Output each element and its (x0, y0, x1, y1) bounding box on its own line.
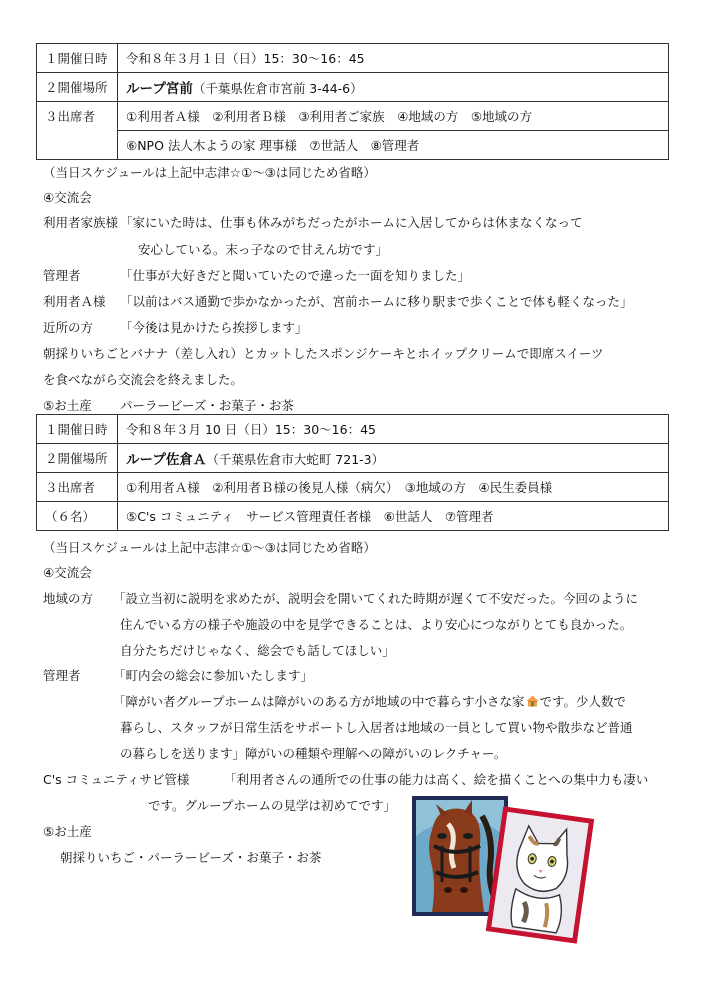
meeting2-attendees-count: （６名） (37, 502, 118, 531)
meeting1-place-value (118, 73, 669, 102)
meeting2-quote-cs-2: です。グループホームの見学は初めてです」 (148, 798, 397, 813)
meeting1-date-value: 令和８年３月１日（日）15：30〜16：45 (118, 44, 669, 73)
meeting2-attendees-value-2: ⑤C's コミュニティ サービス管理責任者様 ⑥世話人 ⑦管理者 (118, 502, 669, 531)
meeting2-quote-local-1: 「設立当初に説明を求めたが、説明会を開いてくれた時期が遅くて不安だった。今回のように (113, 591, 639, 606)
meeting1-closing-2: を食べながら交流会を終えました。 (43, 372, 244, 387)
meeting2-venue: ループ佐倉Ａ (126, 452, 207, 468)
meeting2-schedule-note: （当日スケジュールは上記中志津☆①〜③は同じため省略） (43, 540, 376, 555)
meeting1-attendees-label: ３出席者 (37, 102, 118, 131)
meeting2-attendees-value: ①利用者Ａ様 ②利用者Ｂ様の後見人様（病欠） ③地域の方 ④民生委員様 (118, 473, 669, 502)
meeting1-place-label: ２開催場所 (37, 73, 118, 102)
meeting1-quote-family-1: 「家にいた時は、仕事も休みがちだったがホームに入居してからは休まなくなって (120, 215, 583, 230)
meeting2-quote-local-3: 自分たちだけじゃなく、総会でも話してほしい」 (120, 643, 395, 658)
meeting1-venue: ループ宮前 (126, 81, 193, 97)
meeting2-souvenir-heading: ⑤お土産 (43, 824, 92, 839)
meeting2-souvenir: 朝採りいちご・パーラービーズ・お菓子・お茶 (60, 850, 322, 865)
meeting1-souvenir-heading: ⑤お土産 (43, 398, 92, 413)
meeting1-attendees-count (37, 131, 118, 160)
meeting1-speaker-neighbor: 近所の方 (43, 320, 94, 335)
cat-drawing (486, 806, 595, 944)
meeting2-quote-manager-4: の暮らしを送ります」障がいの種類や理解への障がいのレクチャー。 (120, 746, 507, 761)
meeting1-attendees-value-2: ⑥NPO 法人木ようの家 理事様 ⑦世話人 ⑧管理者 (118, 131, 669, 160)
meeting1-schedule-note: （当日スケジュールは上記中志津☆①〜③は同じため省略） (43, 165, 376, 180)
meeting1-speaker-manager: 管理者 (43, 268, 81, 283)
house-icon (526, 695, 539, 707)
meeting2-attendees-label: ３出席者 (37, 473, 118, 502)
meeting2-speaker-local: 地域の方 (43, 591, 94, 606)
meeting1-quote-manager: 「仕事が大好きだと聞いていたので違った一面を知りました」 (120, 268, 471, 283)
meeting2-quote-manager-1: 「町内会の総会に参加いたします」 (113, 668, 314, 683)
meeting2-quote-manager-3: 暮らし、スタッフが日常生活をサポートし入居者は地域の一員として買い物や散歩など普通 (120, 720, 633, 735)
meeting2-table (36, 414, 669, 531)
meeting1-table (36, 43, 669, 160)
meeting1-address: （千葉県佐倉市宮前 3-44-6） (192, 81, 363, 96)
meeting1-quote-neighbor: 「今後は見かけたら挨拶します」 (120, 320, 308, 335)
meeting2-speaker-manager: 管理者 (43, 668, 81, 683)
meeting2-address: （千葉県佐倉市大蛇町 721-3） (206, 452, 385, 467)
meeting1-exchange-heading: ④交流会 (43, 190, 92, 205)
meeting2-place-label: ２開催場所 (37, 444, 118, 473)
meeting1-closing-1: 朝採りいちごとバナナ（差し入れ）とカットしたスポンジケーキとホイップクリームで即席スイーツ (43, 346, 604, 361)
meeting1-date-label: １開催日時 (37, 44, 118, 73)
meeting1-quote-family-2: 安心している。末っ子なので甘えん坊です」 (138, 242, 389, 257)
meeting1-speaker-family: 利用者家族様 (43, 215, 119, 230)
meeting2-date-value: 令和８年３月 10 日（日）15：30〜16：45 (118, 415, 669, 444)
meeting1-attendees-value: ①利用者Ａ様 ②利用者Ｂ様 ③利用者ご家族 ④地域の方 ⑤地域の方 (118, 102, 669, 131)
meeting2-quote-manager-2b: です。少人数で (539, 694, 627, 709)
meeting2-place-value (118, 444, 669, 473)
meeting1-speaker-user-a: 利用者Ａ様 (43, 294, 106, 309)
meeting2-quote-manager-2a: 「障がい者グループホームは障がいのある方が地域の中で暮らす小さな家 (113, 694, 525, 709)
meeting2-quote-cs-1: 「利用者さんの通所での仕事の能力は高く、絵を描くことへの集中力も凄い (224, 772, 649, 787)
meeting1-souvenir: パーラービーズ・お菓子・お茶 (120, 398, 294, 413)
meeting2-quote-manager-2 (113, 692, 626, 710)
meeting2-exchange-heading: ④交流会 (43, 565, 92, 580)
meeting2-date-label: １開催日時 (37, 415, 118, 444)
meeting2-speaker-cs: C's コミュニティサビ管様 (43, 772, 190, 787)
meeting1-quote-user-a: 「以前はバス通勤で歩かなかったが、宮前ホームに移り駅まで歩くことで体も軽くなった」 (120, 294, 633, 309)
meeting2-quote-local-2: 住んでいる方の様子や施設の中を見学できることは、より安心につながりとても良かった。 (120, 617, 633, 632)
